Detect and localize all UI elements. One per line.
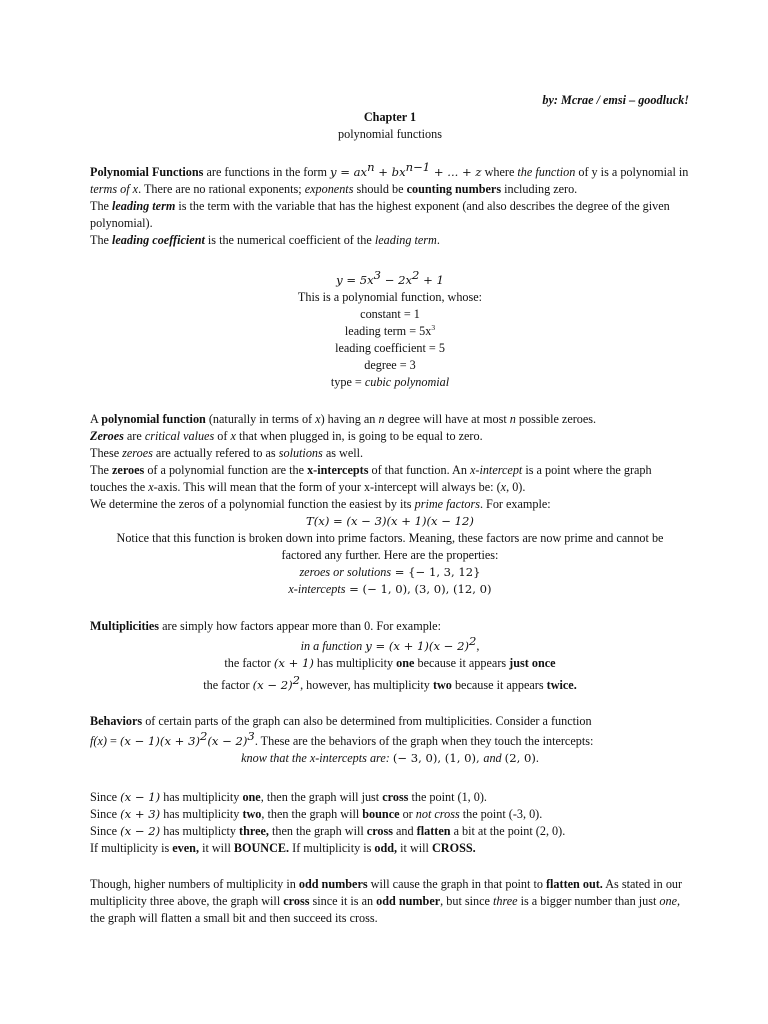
zeroes-solutions (90, 564, 690, 581)
text-zeroes-eq: T(x) = (x − 3)(x + 1)(x − 12) (306, 514, 474, 528)
text-zeroes-l4-f: x-intercept (469, 463, 523, 477)
example-line-type (90, 374, 690, 391)
text-intro-p1-t9: should be (353, 182, 407, 196)
text-since-s1-b: has multiplicity (160, 790, 243, 804)
multiplicity-rules-section (90, 789, 690, 857)
multiplicities-line-3 (90, 655, 690, 672)
text-since-s2-e: bounce (362, 807, 400, 821)
text-zeroes-sol_label: zeroes or solutions (299, 565, 392, 579)
behaviors-line-3 (90, 750, 690, 767)
text-intro-p2-t3: is the term with the variable that has the highest exponent (and also describes the degree of the given polynomial). (90, 199, 670, 230)
text-since-s3-c: three, (239, 824, 269, 838)
text-multiplicities-l4c: two (432, 678, 452, 692)
text-zeroes-l4-k: , 0). (506, 480, 526, 494)
rule-line-4 (90, 840, 690, 857)
text-since-s1-c: one (242, 790, 261, 804)
text-zeroes-l1-h: n (509, 412, 516, 426)
text-behaviors-l2sup2: 3 (247, 729, 255, 743)
text-zeroes-l3-a: These (90, 446, 123, 460)
zeroes-line-3 (90, 445, 690, 462)
text-multiplicities-l1b: are simply how factors appear more than 0. For example: (159, 619, 441, 633)
text-since-s4-g: it will (397, 841, 432, 855)
text-closing-l: one, (659, 894, 681, 908)
closing-paragraph (90, 876, 690, 927)
text-closing-c: will cause the graph in that point to (367, 877, 546, 891)
text-since-s2-g: not cross (415, 807, 460, 821)
text-closing-d: flatten out. (545, 877, 603, 891)
text-zeroes-l4-a: The (90, 463, 112, 477)
text-since-s2-d: , then the graph will (261, 807, 363, 821)
text-zeroes-l1-i: possible zeroes. (515, 412, 597, 426)
text-example-sup_b: 2 (412, 268, 420, 282)
example-line-constant: constant = 1 (360, 307, 420, 321)
text-closing-k: is a bigger number than just (517, 894, 660, 908)
zeroes-note: Notice that this function is broken down into prime factors. Meaning, these factors are now prime and cannot be factored any further. Here are the properties: (116, 531, 664, 562)
text-zeroes-l4-e: of that function. An (368, 463, 470, 477)
example-equation (90, 268, 690, 289)
zeroes-line-1 (90, 411, 690, 428)
text-example-eq_c: + 1 (419, 273, 444, 287)
text-since-s1-e: cross (382, 790, 409, 804)
text-zeroes-l4-c: of a polynomial function are the (144, 463, 308, 477)
text-intro-p1-t3: where (481, 165, 518, 179)
text-closing-i: , but since (440, 894, 493, 908)
intro-paragraph-leading-coefficient (90, 232, 690, 249)
text-multiplicities-l4e: twice. (546, 678, 577, 692)
text-since-s2-f: or (399, 807, 416, 821)
closing-section (90, 876, 690, 927)
text-intro-p1-t6: terms of x (90, 182, 139, 196)
behaviors-section (90, 713, 690, 767)
behaviors-line-1 (90, 713, 690, 730)
text-zeroes-l3-e: as well. (322, 446, 364, 460)
text-byline: by: Mcrae / emsi – goodluck! (542, 93, 689, 107)
text-zeroes-l2-e: x (230, 429, 236, 443)
text-closing-e: As stated in our multiplicity three above, the graph will (90, 877, 683, 908)
text-behaviors-l2b: = (106, 734, 120, 748)
text-since-s1-d: , then the graph will just (260, 790, 383, 804)
text-behaviors-l3eq2: (2, 0) (504, 751, 536, 765)
text-closing-g: since it is an (309, 894, 377, 908)
text-since-s4-e: If multiplicity is (289, 841, 375, 855)
example-line-leading-coefficient: leading coefficient = 5 (335, 341, 445, 355)
zeroes-line-5 (90, 496, 690, 513)
text-since-s3-a: Since (90, 824, 121, 838)
text-multiplicities-l3eq: (x + 1) (273, 656, 314, 670)
text-zeroes-l2-d: of (214, 429, 231, 443)
text-intro-p2-t1: The (90, 199, 112, 213)
text-multiplicities-l4b: , however, has multiplicity (300, 678, 433, 692)
text-zeroes-l1-c: (naturally in terms of (205, 412, 316, 426)
zeroes-line-4 (90, 462, 690, 496)
example-line-intro: This is a polynomial function, whose: (297, 290, 483, 304)
text-example-line3a: leading term = 5x (344, 324, 432, 338)
text-closing-b: odd numbers (298, 877, 368, 891)
text-multiplicities-l4a: the factor (203, 678, 253, 692)
text-behaviors-l3b: and (483, 751, 505, 765)
rule-line-1 (90, 789, 690, 806)
text-zeroes-l4-i: -axis. This will mean that the form of your x-intercept will always be: ( (153, 480, 501, 494)
text-intro-p3-t2: leading coefficient (112, 233, 205, 247)
text-behaviors-l2eq1: (x − 1)(x + 3) (119, 734, 200, 748)
text-multiplicities-l3b: has multiplicity (313, 656, 397, 670)
text-zeroes-sol_value: = {− 1, 3, 12} (391, 565, 481, 579)
text-since-s2-a: Since (90, 807, 121, 821)
text-since-s3-d: then the graph will (268, 824, 367, 838)
example-section (90, 268, 690, 391)
intro-paragraph-definition (90, 160, 690, 198)
text-intro-p1-t2: are functions in the form (203, 165, 331, 179)
intro-section (90, 160, 690, 249)
byline (90, 92, 689, 109)
text-since-s3-b: has multiplicty (160, 824, 240, 838)
text-closing-h: odd number (376, 894, 441, 908)
text-multiplicities-l2c: , (476, 639, 480, 653)
text-zeroes-l3-b: zeroes (122, 446, 153, 460)
text-since-s4-c: it will (199, 841, 234, 855)
chapter-heading (90, 109, 690, 143)
multiplicities-line-1 (90, 618, 690, 635)
text-multiplicities-l2eq: y = (x + 1)(x − 2) (365, 639, 469, 653)
text-since-s4-h: CROSS. (431, 841, 476, 855)
chapter-subtitle: polynomial functions (338, 127, 442, 141)
text-zeroes-l3-c: are actually refered to as (152, 446, 279, 460)
text-behaviors-l3eq: (− 3, 0), (1, 0), (392, 751, 484, 765)
text-zeroes-l4-g: is a point where the graph touches the (90, 463, 652, 494)
zeroes-line-2 (90, 428, 690, 445)
text-closing-m: the graph will flatten a small bit and then succeed its cross. (90, 911, 378, 925)
text-zeroes-l1-g: degree will have at most (384, 412, 510, 426)
example-line-degree: degree = 3 (364, 358, 416, 372)
text-closing-f: cross (283, 894, 310, 908)
text-intro-p1-t1: Polynomial Functions (90, 165, 204, 179)
text-since-s1-f: the point (1, 0). (408, 790, 487, 804)
text-since-s1-eq: (x − 1) (120, 790, 161, 804)
text-zeroes-l4-b: zeroes (112, 463, 145, 477)
text-example-eq_b: − 2x (381, 273, 413, 287)
text-zeroes-l5-c: . For example: (479, 497, 551, 511)
text-zeroes-l1-e: ) having an (320, 412, 379, 426)
text-intro-p1-sup2: n−1 (405, 160, 431, 174)
text-zeroes-l1-d: x (315, 412, 321, 426)
zeroes-section (90, 411, 690, 598)
text-multiplicities-l4d: because it appears (451, 678, 547, 692)
text-zeroes-l1-a: A (90, 412, 102, 426)
text-intro-p1-eq3: + ... + z (430, 165, 482, 179)
text-multiplicities-l3e: just once (509, 656, 556, 670)
text-since-s2-eq: (x + 3) (120, 807, 161, 821)
text-intro-p1-sup1: n (367, 160, 375, 174)
text-zeroes-l5-a: We determine the zeros of a polynomial function the easiest by its (90, 497, 415, 511)
text-intro-p2-t2: leading term (112, 199, 176, 213)
text-zeroes-l3-d: solutions (278, 446, 323, 460)
text-behaviors-l2eq2: (x − 2) (207, 734, 248, 748)
text-since-s2-h: the point (-3, 0). (459, 807, 543, 821)
text-zeroes-l2-c: critical values (144, 429, 215, 443)
text-intro-p1-t8: exponents (304, 182, 354, 196)
text-behaviors-l1a: Behaviors (90, 714, 143, 728)
text-behaviors-l3c: . (535, 751, 539, 765)
text-intro-p3-t3: is the numerical coefficient of the (204, 233, 375, 247)
text-multiplicities-l4eq: (x − 2) (252, 678, 293, 692)
text-zeroes-xint_value: = (− 1, 0), (3, 0), (12, 0) (345, 582, 492, 596)
text-since-s3-eq: (x − 2) (120, 824, 161, 838)
text-intro-p1-t11: including zero. (501, 182, 578, 196)
text-multiplicities-l4sup: 2 (292, 673, 301, 687)
zeroes-example-equation (90, 513, 690, 530)
text-intro-p1-t4: the function (517, 165, 576, 179)
text-intro-p1-t5: of y is a polynomial in (575, 165, 689, 179)
text-since-s2-c: two (242, 807, 262, 821)
text-intro-p1-t7: . There are no rational exponents; (138, 182, 305, 196)
text-multiplicities-l2sup: 2 (468, 634, 477, 648)
text-behaviors-l1b: of certain parts of the graph can also be determined from multiplicities. Consider a function (142, 714, 592, 728)
rule-line-3 (90, 823, 690, 840)
text-zeroes-l4-h: x (148, 480, 154, 494)
multiplicities-line-2 (90, 634, 690, 655)
behaviors-line-2 (90, 729, 690, 750)
text-zeroes-l2-b: are (123, 429, 145, 443)
text-since-s4-b: even, (172, 841, 200, 855)
text-since-s3-g: flatten (416, 824, 451, 838)
text-since-s2-b: has multiplicity (160, 807, 243, 821)
text-example-line6b: cubic polynomial (364, 375, 450, 389)
text-intro-p3-t4: leading term (374, 233, 437, 247)
text-multiplicities-l1a: Multiplicities (90, 619, 160, 633)
text-closing-a: Though, higher numbers of multiplicity in (90, 877, 299, 891)
text-example-sup_a: 3 (373, 268, 382, 282)
text-intro-p3-t5: . (436, 233, 440, 247)
text-example-line3sup: 3 (431, 323, 436, 332)
text-example-eq_a: y = 5x (336, 273, 374, 287)
zeroes-x-intercepts (90, 581, 690, 598)
text-behaviors-l2a: f(x) (90, 734, 107, 748)
text-multiplicities-l2a: in a function (300, 639, 366, 653)
rule-line-2 (90, 806, 690, 823)
example-line-leading-term (90, 323, 690, 340)
intro-paragraph-leading-term (90, 198, 690, 232)
text-intro-p3-t1: The (90, 233, 112, 247)
text-multiplicities-l3d: because it appears (414, 656, 510, 670)
text-zeroes-l1-f: n (378, 412, 385, 426)
chapter-title: Chapter 1 (363, 110, 417, 124)
text-zeroes-l4-j: x (500, 480, 507, 494)
text-zeroes-xint_label: x-intercepts (288, 582, 346, 596)
text-closing-j: three (492, 894, 518, 908)
text-since-s4-a: If multiplicity is (90, 841, 173, 855)
text-zeroes-l4-d: x-intercepts (307, 463, 369, 477)
text-intro-p1-eq1: y = ax (330, 165, 368, 179)
text-since-s3-e: cross (366, 824, 393, 838)
text-behaviors-l2sup1: 2 (199, 729, 208, 743)
text-intro-p1-eq2: + bx (374, 165, 406, 179)
text-intro-p1-t10: counting numbers (406, 182, 502, 196)
text-since-s4-f: odd, (374, 841, 398, 855)
text-zeroes-l2-f: that when plugged in, is going to be equal to zero. (235, 429, 483, 443)
text-zeroes-l1-b: polynomial function (101, 412, 206, 426)
text-since-s3-h: a bit at the point (2, 0). (450, 824, 566, 838)
multiplicities-line-4 (90, 673, 690, 694)
text-since-s3-f: and (392, 824, 417, 838)
text-multiplicities-l3a: the factor (224, 656, 274, 670)
text-zeroes-l2-a: Zeroes (90, 429, 124, 443)
text-behaviors-l3a: know that the x-intercepts are: (241, 751, 393, 765)
text-since-s4-d: BOUNCE. (233, 841, 290, 855)
text-multiplicities-l3c: one (396, 656, 415, 670)
multiplicities-section (90, 618, 690, 694)
text-zeroes-l5-b: prime factors (414, 497, 480, 511)
text-example-line6a: type = (330, 375, 365, 389)
text-behaviors-l2c: . These are the behaviors of the graph when they touch the intercepts: (254, 734, 594, 748)
text-since-s1-a: Since (90, 790, 121, 804)
